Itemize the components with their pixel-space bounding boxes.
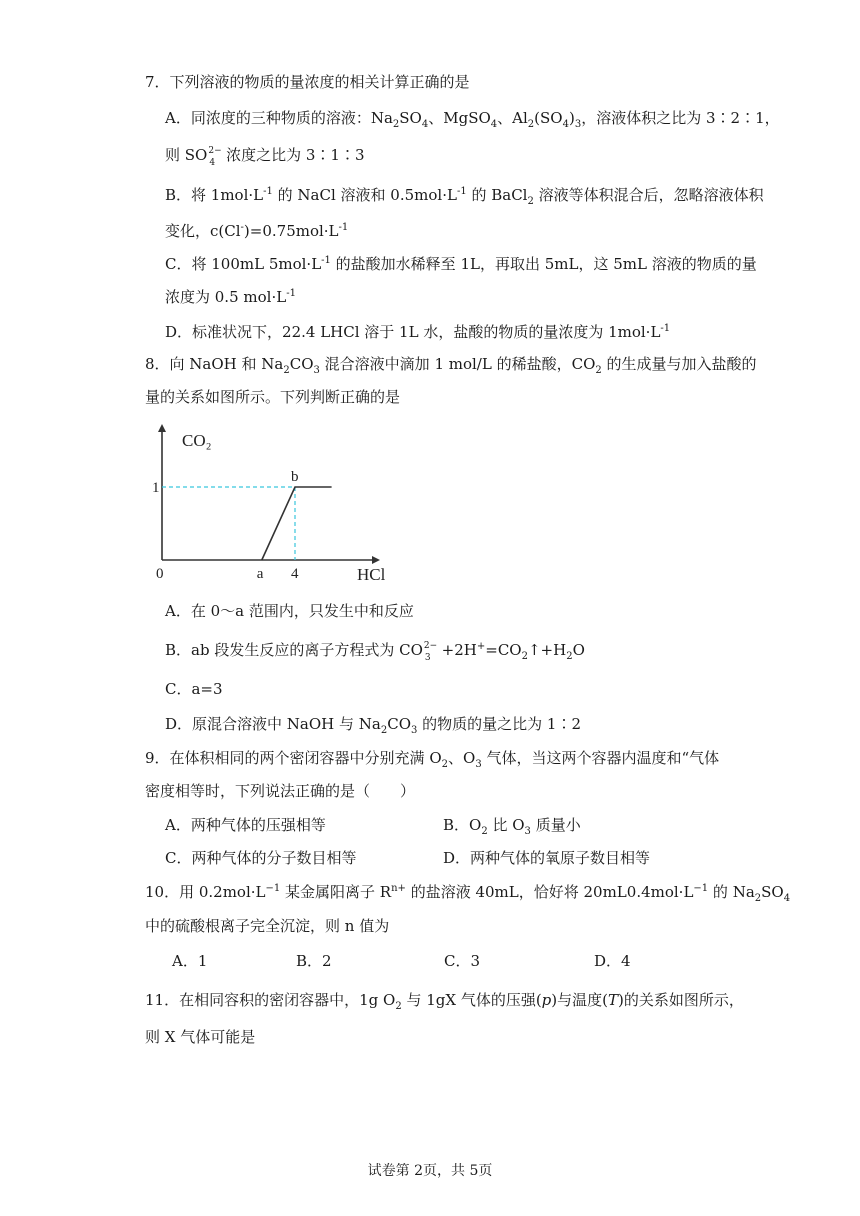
q11-stem-line2: 则 X 气体可能是	[145, 1028, 256, 1046]
q9-stem: 9．在体积相同的两个密闭容器中分别充满 $O_2$、$O_3$ 气体，当这两个容器内温度和“气体	[145, 749, 720, 770]
q9-option-c: C．两种气体的分子数目相等	[165, 849, 357, 867]
q8-option-b: B．ab 段发生反应的离子方程式为 CO 2− 3 $+2H^+=CO_2↑+H_2O$	[165, 641, 585, 663]
point-b-label: b	[291, 469, 299, 485]
co2-hcl-chart	[140, 420, 400, 590]
q8-stem: 8．向 NaOH 和 $Na_2CO_3$ 混合溶液中滴加 1 mol/L 的稀盐酸，$CO_2$ 的生成量与加入盐酸的	[145, 355, 757, 376]
q7-option-a-line2: 则 SO 2− 4 浓度之比为 3∶1∶3	[165, 146, 365, 168]
q10-option-b: B．2	[296, 952, 332, 970]
q7-stem: 7．下列溶液的物质的量浓度的相关计算正确的是	[145, 73, 470, 91]
q10-stem: 10．用 $0.2mol\cdot L^{-1}$ 某金属阳离子 $R^{n+}$ 的盐溶液 40mL，恰好将 $20mL0.4mol\cdot L^{-1}$ 的 $Na_2SO_4$	[145, 883, 791, 904]
q10-option-d: D．4	[594, 952, 631, 970]
y-axis-label: CO₂	[182, 431, 212, 450]
q9-option-a: A．两种气体的压强相等	[165, 816, 326, 834]
q7-option-d: D．标准状况下，22.4 LHCl 溶于 1L 水，盐酸的物质的量浓度为 $1mol\cdot L^{-1}$	[165, 323, 671, 341]
q10-option-a: A．1	[172, 952, 208, 970]
origin-label: 0	[156, 566, 164, 582]
co2-series-line	[262, 487, 332, 560]
q7-option-b-line2: 变化，$c(Cl^-)=0.75mol\cdot L^{-1}$	[165, 222, 349, 240]
x-tick-label-4: 4	[291, 566, 299, 582]
q8-stem-line2: 量的关系如图所示。下列判断正确的是	[145, 388, 401, 406]
q7-option-a: A．同浓度的三种物质的溶液：$Na_2SO_4$、MgSO$_4$、$Al_2(SO_4)_3$，溶液体积之比为 3∶2∶1，	[165, 109, 780, 130]
q10-option-c: C．3	[444, 952, 481, 970]
q7-option-c: C．将 100mL $5mol\cdot L^{-1}$ 的盐酸加水稀释至 1L，再取出 5mL，这 5mL 溶液的物质的量	[165, 255, 757, 273]
x-axis-label: HCl	[357, 565, 386, 584]
q8-option-d: D．原混合溶液中 NaOH 与 $Na_2CO_3$ 的物质的量之比为 1∶2	[165, 715, 582, 736]
q8-option-c: C．a=3	[165, 680, 223, 698]
q10-stem-line2: 中的硫酸根离子完全沉淀，则 n 值为	[145, 917, 390, 935]
sulfate-ion-charge: 2− 4	[208, 146, 222, 168]
q9-option-d: D．两种气体的氧原子数目相等	[443, 849, 651, 867]
q7-option-b: B．将 $1mol\cdot L^{-1}$ 的 NaCl 溶液和 $0.5mol\cdot L^{-1}$ 的 BaCl$_2$ 溶液等体积混合后，忽略溶液体积	[165, 186, 764, 207]
q7-option-c-line2: 浓度为 0.5 $mol\cdot L^{-1}$	[165, 288, 296, 306]
page-footer: 试卷第 2页，共 5页	[367, 1163, 493, 1179]
q8-option-a: A．在 0～a 范围内，只发生中和反应	[165, 602, 414, 620]
q11-stem: 11．在相同容积的密闭容器中，1g $O_2$ 与 1gX 气体的压强(p)与温度(T)的关系如图所示，	[145, 991, 744, 1012]
y-tick-label: 1	[152, 480, 160, 496]
q9-option-b: B．$O_2$ 比 $O_3$ 质量小	[443, 816, 581, 837]
q9-stem-line2: 密度相等时，下列说法正确的是（ ）	[145, 782, 416, 800]
carbonate-ion-charge: 2− 3	[423, 641, 438, 663]
x-tick-label-a: a	[256, 566, 264, 582]
